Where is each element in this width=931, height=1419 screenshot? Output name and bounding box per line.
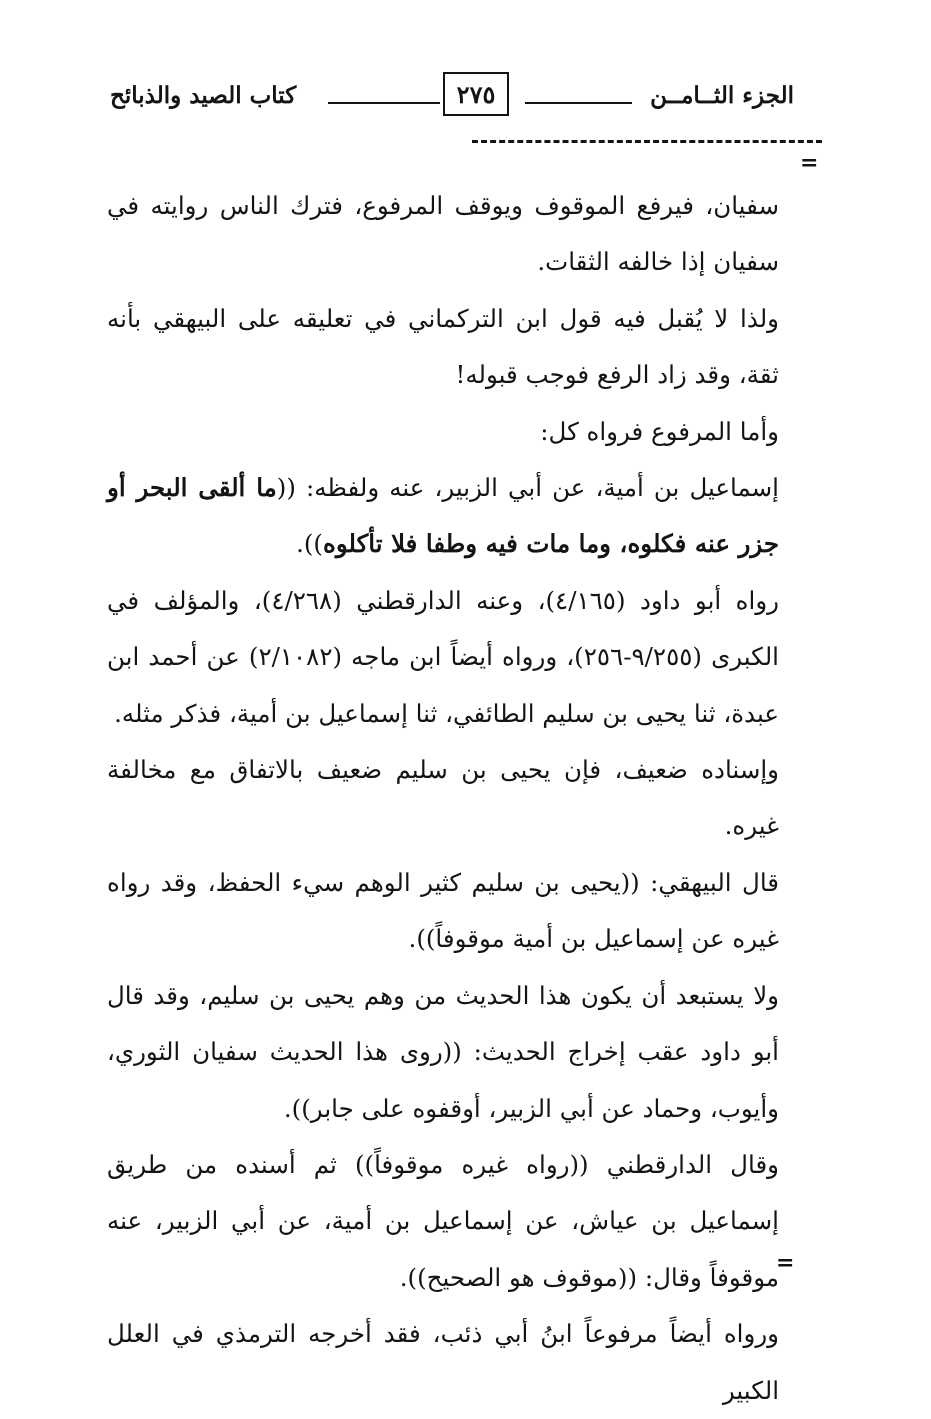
paragraph-2: ولذا لا يُقبل فيه قول ابن التركماني في تعليقه على البيهقي بأنه ثقة، وقد زاد الرفع فوجب قبوله! bbox=[107, 303, 779, 390]
paragraph-7: قال البيهقي: ((يحيى بن سليم كثير الوهم سيء الحفظ، وقد رواه غيره عن إسماعيل بن أمية موقوفاً)). bbox=[107, 867, 779, 954]
paragraph-6: وإسناده ضعيف، فإن يحيى بن سليم ضعيف بالاتفاق مع مخالفة غيره. bbox=[107, 755, 779, 841]
paragraph-9: وقال الدارقطني ((رواه غيره موقوفاً)) ثم أسنده من طريق إسماعيل بن عياش، عن إسماعيل بن أمية، عن أبي الزبير، عنه موقوفاً وقال: ((موقوف هو الصحيح)). bbox=[107, 1149, 779, 1292]
header-rule-right bbox=[525, 102, 632, 104]
hadith-quote: ما ألقى البحر أو جزر عنه فكلوه، وما مات فيه وطفا فلا تأكلوه bbox=[107, 473, 779, 559]
running-header bbox=[110, 72, 794, 122]
paragraph-3: وأما المرفوع فرواه كل: bbox=[540, 416, 779, 446]
paragraph-10: ورواه أيضاً مرفوعاً ابنُ أبي ذئب، فقد أخرجه الترمذي في العلل الكبير bbox=[107, 1319, 779, 1405]
continuation-mark-bottom: = bbox=[776, 1250, 795, 1276]
page-number-box bbox=[443, 72, 509, 116]
book-title: كتاب الصيد والذبائح bbox=[110, 82, 297, 109]
separator-dashed-line bbox=[472, 140, 822, 143]
paragraph-4 bbox=[107, 460, 779, 573]
part-title: الجزء الثــامــن bbox=[650, 82, 794, 109]
paragraph-4-close: )). bbox=[296, 529, 323, 559]
page-number: ٢٧٥ bbox=[456, 79, 496, 109]
header-rule-left bbox=[328, 102, 440, 104]
paragraph-4-intro: إسماعيل بن أمية، عن أبي الزبير، عنه ولفظه: (( bbox=[276, 473, 779, 503]
paragraph-1: سفيان، فيرفع الموقوف ويوقف المرفوع، فترك الناس روايته في سفيان إذا خالفه الثقات. bbox=[107, 191, 779, 277]
continuation-mark-top: = bbox=[800, 150, 819, 176]
main-text bbox=[107, 178, 779, 1419]
paragraph-5: رواه أبو داود (٤/١٦٥)، وعنه الدارقطني (٤/٢٦٨)، والمؤلف في الكبرى (٩/٢٥٥-٢٥٦)، ورواه أيضاً ابن ماجه (٢/١٠٨٢) عن أحمد ابن عبدة، ثنا يحيى بن سليم الطائفي، ثنا إسماعيل بن أمية، فذكر مثله. bbox=[107, 585, 779, 728]
paragraph-8: ولا يستبعد أن يكون هذا الحديث من وهم يحيى بن سليم، وقد قال أبو داود عقب إخراج الحديث: ((روى هذا الحديث سفيان الثوري، وأيوب، وحماد عن أبي الزبير، أوقفوه على جابر)). bbox=[107, 980, 779, 1123]
